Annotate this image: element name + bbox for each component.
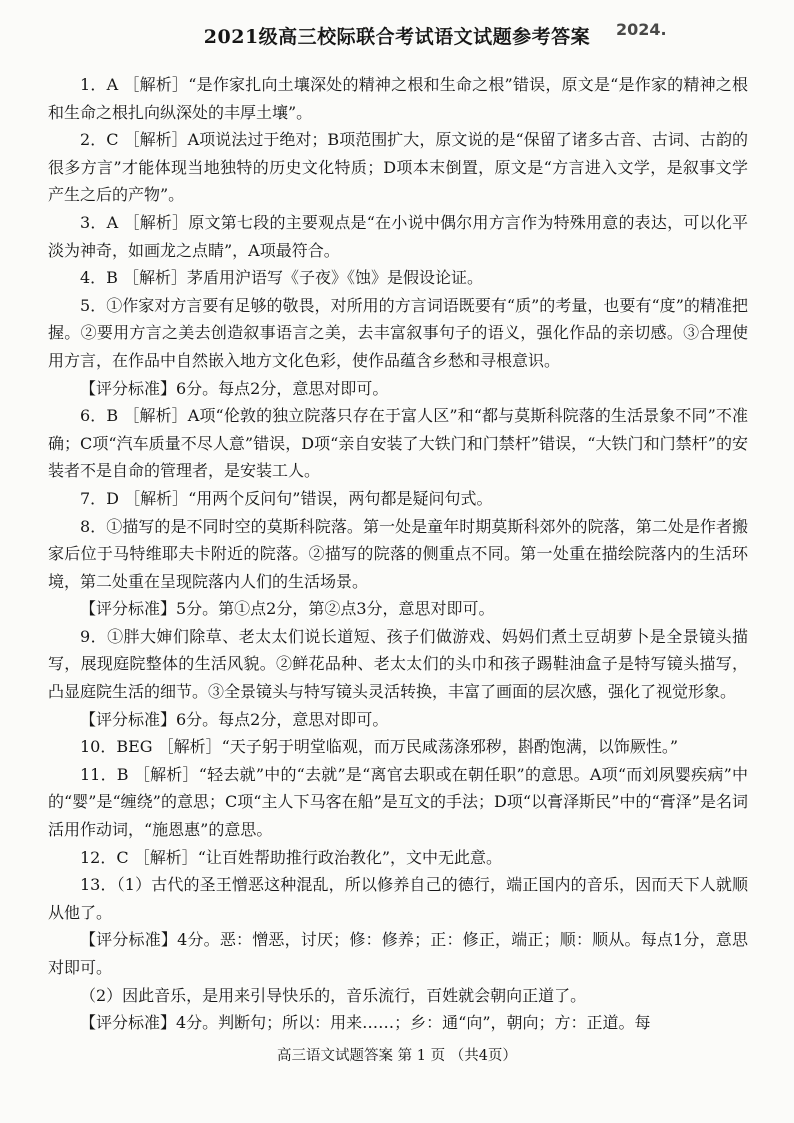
answer-q9: 9．①胖大婶们除草、老太太们说长道短、孩子们做游戏、妈妈们煮土豆胡萝卜是全景镜头描写，展现庭院整体的生活风貌。②鲜花品种、老太太们的头巾和孩子踢鞋油盒子是特写镜头描写，凸显庭院生活的细节。③全景镜头与特写镜头灵活转换，丰富了画面的层次感，强化了视觉形象。 (48, 626, 748, 702)
page-footer: 高三语文试题答案 第 1 页 （共4页） (277, 1048, 517, 1064)
answer-q2: 2．C ［解析］A项说法过于绝对；B项范围扩大，原文说的是“保留了诸多古音、古词、古韵的很多方言”才能体现当地独特的历史文化特质；D项本末倒置，原文是“方言进入文学，是叙事文学产生之后的产物”。 (48, 130, 748, 205)
scoring-q9: 【评分标准】6分。每点2分，意思对即可。 (80, 709, 389, 729)
answer-q7: 7．D ［解析］“用两个反问句”错误，两句都是疑问句式。 (80, 488, 493, 508)
answer-q13-2: （2）因此音乐，是用来引导快乐的，音乐流行，百姓就会朝向正道了。 (80, 985, 587, 1005)
answer-q5: 5．①作家对方言要有足够的敬畏，对所用的方言词语既要有“质”的考量，也要有“度”的精准把握。②要用方言之美去创造叙事语言之美，去丰富叙事句子的语义，强化作品的亲切感。③合理使用方言，在作品中自然嵌入地方文化色彩，使作品蕴含乡愁和寻根意识。 (48, 295, 748, 370)
answer-q12: 12．C ［解析］“让百姓帮助推行政治教化”，文中无此意。 (80, 847, 503, 867)
answer-q3: 3．A ［解析］原文第七段的主要观点是“在小说中偶尔用方言作为特殊用意的表达，可以化平淡为神奇，如画龙之点睛”，A项最符合。 (48, 212, 748, 260)
answer-q11: 11．B ［解析］“轻去就”中的“去就”是“离官去职或在朝任职”的意思。A项“而刘夙婴疾病”中的“婴”是“缠绕”的意思；C项“主人下马客在船”是互文的手法；D项“以膏泽斯民”中的“膏泽”是名词活用作动词，“施恩惠”的意思。 (48, 764, 748, 840)
answer-q6: 6．B ［解析］A项“伦敦的独立院落只存在于富人区”和“都与莫斯科院落的生活景象不同”不准确；C项“汽车质量不尽人意”错误，D项“亲自安装了大铁门和门禁杆”错误，“大铁门和门禁杆”的安装者不是自命的管理者，是安装工人。 (48, 406, 748, 481)
answer-q13-1: 13．（1）古代的圣王憎恶这种混乱，所以修养自己的德行，端正国内的音乐，因而天下人就顺从他了。 (48, 875, 748, 922)
document-title: 2021级高三校际联合考试语文试题参考答案 (203, 26, 591, 48)
answer-q4: 4．B ［解析］茅盾用沪语写《子夜》《蚀》是假设论证。 (80, 268, 484, 288)
corner-stamp: 2024. (616, 20, 667, 39)
answer-q10: 10．BEG ［解析］“天子躬于明堂临观，而万民咸荡涤邪秽，斟酌饱满，以饰厥性。” (80, 737, 679, 757)
scoring-q13-1: 【评分标准】4分。恶：憎恶，讨厌；修：修养；正：修正，端正；顺：顺从。每点1分，意思对即可。 (48, 930, 748, 977)
scoring-q5: 【评分标准】6分。每点2分，意思对即可。 (80, 378, 389, 398)
scoring-q8: 【评分标准】5分。第①点2分，第②点3分，意思对即可。 (80, 599, 495, 619)
scoring-q13-2: 【评分标准】4分。判断句；所以：用来……；乡：通“向”，朝向；方：正道。每 (80, 1013, 651, 1033)
answer-q8: 8．①描写的是不同时空的莫斯科院落。第一处是童年时期莫斯科郊外的院落，第二处是作者搬家后位于马特维耶夫卡附近的院落。②描写的院落的侧重点不同。第一处重在描绘院落内的生活环境，第二处重在呈现院落内人们的生活场景。 (48, 516, 748, 591)
answer-q1: 1．A ［解析］“是作家扎向土壤深处的精神之根和生命之根”错误，原文是“是作家的精神之根和生命之根扎向纵深处的丰厚土壤”。 (48, 75, 748, 122)
answer-content (48, 71, 748, 1037)
